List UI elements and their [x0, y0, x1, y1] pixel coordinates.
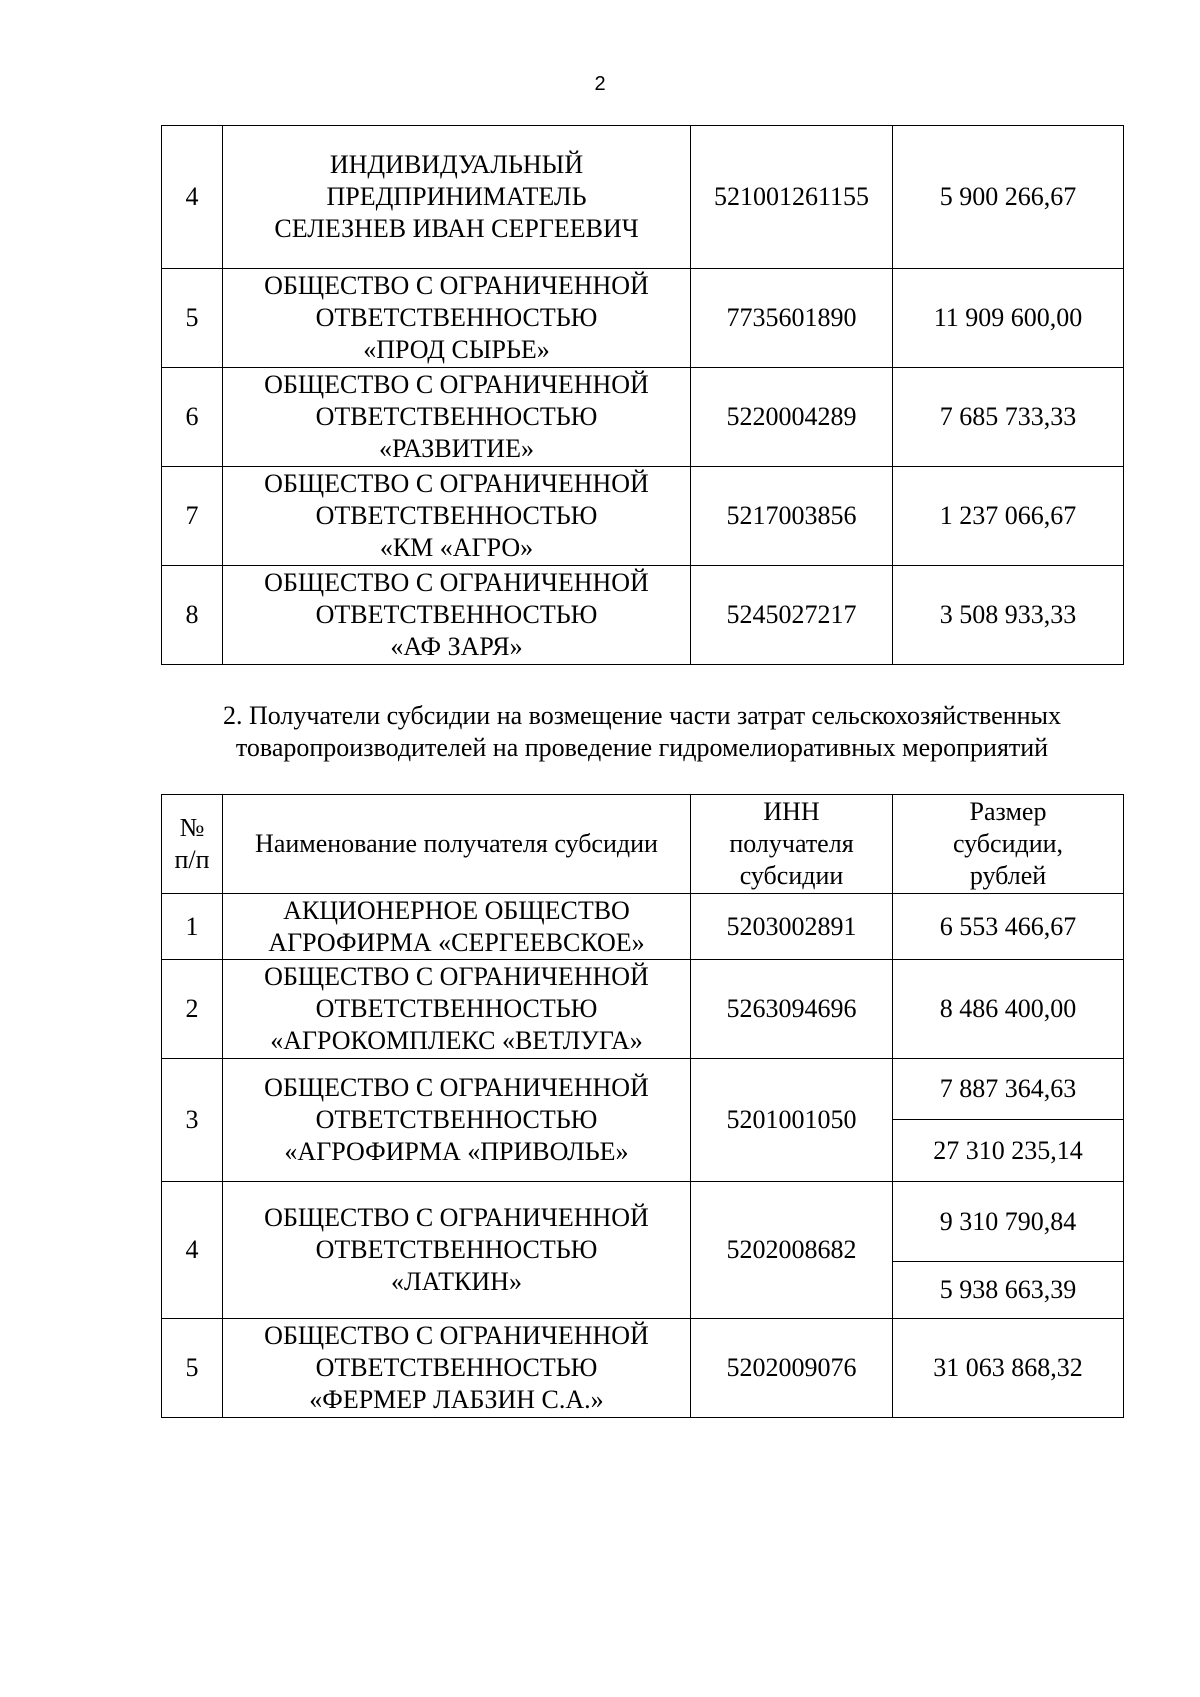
header-text: № [179, 813, 205, 842]
recipient-name-line: ОБЩЕСТВО С ОГРАНИЧЕННОЙ [264, 469, 649, 498]
recipient-name-line: «АГРОФИРМА «ПРИВОЛЬЕ» [284, 1137, 629, 1166]
subsidy-amount-split [893, 1059, 1124, 1182]
header-inn [691, 795, 893, 894]
recipient-name [223, 894, 691, 960]
recipient-name-line: ОТВЕТСТВЕННОСТЬЮ [315, 501, 598, 530]
header-name: Наименование получателя субсидии [223, 795, 691, 894]
header-text: ИНН [763, 797, 820, 826]
header-text: получателя [729, 829, 854, 858]
inn-cell: 5245027217 [691, 566, 893, 665]
page-number: 2 [594, 73, 606, 95]
subsidy-amount-split [893, 1182, 1124, 1319]
row-number: 8 [162, 566, 223, 665]
table-row [162, 894, 1124, 960]
header-number [162, 795, 223, 894]
recipient-name-line: «АФ ЗАРЯ» [390, 632, 523, 661]
header-text: субсидии [739, 861, 844, 890]
recipient-name-line: ОТВЕТСТВЕННОСТЬЮ [315, 600, 598, 629]
inn-cell: 7735601890 [691, 269, 893, 368]
recipient-name-line: ОБЩЕСТВО С ОГРАНИЧЕННОЙ [264, 1203, 649, 1232]
row-number: 4 [162, 126, 223, 269]
inn-cell: 5217003856 [691, 467, 893, 566]
recipient-name-line: «КМ «АГРО» [379, 533, 534, 562]
recipient-name-line: ИНДИВИДУАЛЬНЫЙ [329, 150, 584, 179]
table-row [162, 566, 1124, 665]
table-row [162, 269, 1124, 368]
inn-cell: 5203002891 [691, 894, 893, 960]
recipient-name-line: СЕЛЕЗНЕВ ИВАН СЕРГЕЕВИЧ [274, 214, 639, 243]
header-text: Размер [969, 797, 1047, 826]
recipient-name-line: «РАЗВИТИЕ» [379, 434, 534, 463]
recipient-name-line: ОБЩЕСТВО С ОГРАНИЧЕННОЙ [264, 962, 649, 991]
recipient-name-line: АГРОФИРМА «СЕРГЕЕВСКОЕ» [268, 927, 645, 957]
recipient-name-line: «АГРОКОМПЛЕКС «ВЕТЛУГА» [270, 1026, 643, 1055]
recipient-name-line: ОТВЕТСТВЕННОСТЬЮ [315, 994, 598, 1023]
recipient-name-line: ОТВЕТСТВЕННОСТЬЮ [315, 1353, 598, 1382]
row-number: 7 [162, 467, 223, 566]
recipient-name-line: ОБЩЕСТВО С ОГРАНИЧЕННОЙ [264, 568, 649, 597]
recipient-name-line: ОТВЕТСТВЕННОСТЬЮ [315, 303, 598, 332]
row-number: 1 [162, 894, 223, 960]
recipient-name [223, 1059, 691, 1182]
subsidy-amount: 8 486 400,00 [893, 960, 1124, 1059]
header-text: субсидии, [952, 829, 1064, 858]
subsidy-amount: 5 900 266,67 [893, 126, 1124, 269]
inn-cell: 5263094696 [691, 960, 893, 1059]
inn-cell: 5202008682 [691, 1182, 893, 1319]
subsidy-amount: 31 063 868,32 [893, 1319, 1124, 1418]
header-text: рублей [969, 861, 1047, 890]
section-heading [161, 700, 1123, 764]
section-heading-line: 2. Получатели субсидии на возмещение части затрат сельскохозяйственных [222, 701, 1062, 730]
recipient-name [223, 566, 691, 665]
recipient-name [223, 1319, 691, 1418]
subsidy-amount: 27 310 235,14 [933, 1135, 1083, 1165]
recipient-name [223, 126, 691, 269]
inn-cell: 5202009076 [691, 1319, 893, 1418]
recipient-name-line: «ЛАТКИН» [391, 1267, 522, 1296]
recipient-name-line: «ПРОД СЫРЬЕ» [363, 335, 550, 364]
recipients-table-continued [161, 125, 1124, 665]
subsidy-amount: 3 508 933,33 [893, 566, 1124, 665]
inn-cell: 5201001050 [691, 1059, 893, 1182]
recipient-name-line: АКЦИОНЕРНОЕ ОБЩЕСТВО [283, 895, 630, 925]
section-heading-line: товаропроизводителей на проведение гидромелиоративных мероприятий [235, 733, 1049, 762]
recipient-name-line: ПРЕДПРИНИМАТЕЛЬ [326, 182, 587, 211]
row-number: 3 [162, 1059, 223, 1182]
table-row [162, 1182, 1124, 1319]
recipient-name [223, 368, 691, 467]
recipient-name-line: ОТВЕТСТВЕННОСТЬЮ [315, 1105, 598, 1134]
recipient-name-line: ОТВЕТСТВЕННОСТЬЮ [315, 1235, 598, 1264]
recipient-name-line: ОБЩЕСТВО С ОГРАНИЧЕННОЙ [264, 1321, 649, 1350]
table-row [162, 1319, 1124, 1418]
row-number: 5 [162, 269, 223, 368]
subsidy-amount: 9 310 790,84 [893, 1182, 1123, 1262]
subsidy-amount: 7 685 733,33 [893, 368, 1124, 467]
table-row [162, 126, 1124, 269]
table-row [162, 467, 1124, 566]
inn-cell: 521001261155 [691, 126, 893, 269]
row-number: 2 [162, 960, 223, 1059]
inn-cell: 5220004289 [691, 368, 893, 467]
hydromelioration-recipients-table [161, 794, 1124, 1418]
recipient-name-line: ОБЩЕСТВО С ОГРАНИЧЕННОЙ [264, 370, 649, 399]
recipient-name-line: ОБЩЕСТВО С ОГРАНИЧЕННОЙ [264, 271, 649, 300]
row-number: 5 [162, 1319, 223, 1418]
header-amount [893, 795, 1124, 894]
table-header-row [162, 795, 1124, 894]
recipient-name-line: ОБЩЕСТВО С ОГРАНИЧЕННОЙ [264, 1073, 649, 1102]
recipient-name [223, 960, 691, 1059]
row-number: 6 [162, 368, 223, 467]
recipient-name [223, 1182, 691, 1319]
header-text: п/п [174, 845, 210, 874]
subsidy-amount: 11 909 600,00 [893, 269, 1124, 368]
subsidy-amount: 7 887 364,63 [893, 1059, 1123, 1120]
recipient-name [223, 269, 691, 368]
recipient-name [223, 467, 691, 566]
table-row [162, 368, 1124, 467]
table-row [162, 1059, 1124, 1182]
row-number: 4 [162, 1182, 223, 1319]
recipient-name-line: «ФЕРМЕР ЛАБЗИН С.А.» [309, 1385, 604, 1414]
subsidy-amount: 5 938 663,39 [939, 1275, 1077, 1304]
subsidy-amount: 6 553 466,67 [893, 894, 1124, 960]
recipient-name-line: ОТВЕТСТВЕННОСТЬЮ [315, 402, 598, 431]
subsidy-amount: 1 237 066,67 [893, 467, 1124, 566]
table-row [162, 960, 1124, 1059]
